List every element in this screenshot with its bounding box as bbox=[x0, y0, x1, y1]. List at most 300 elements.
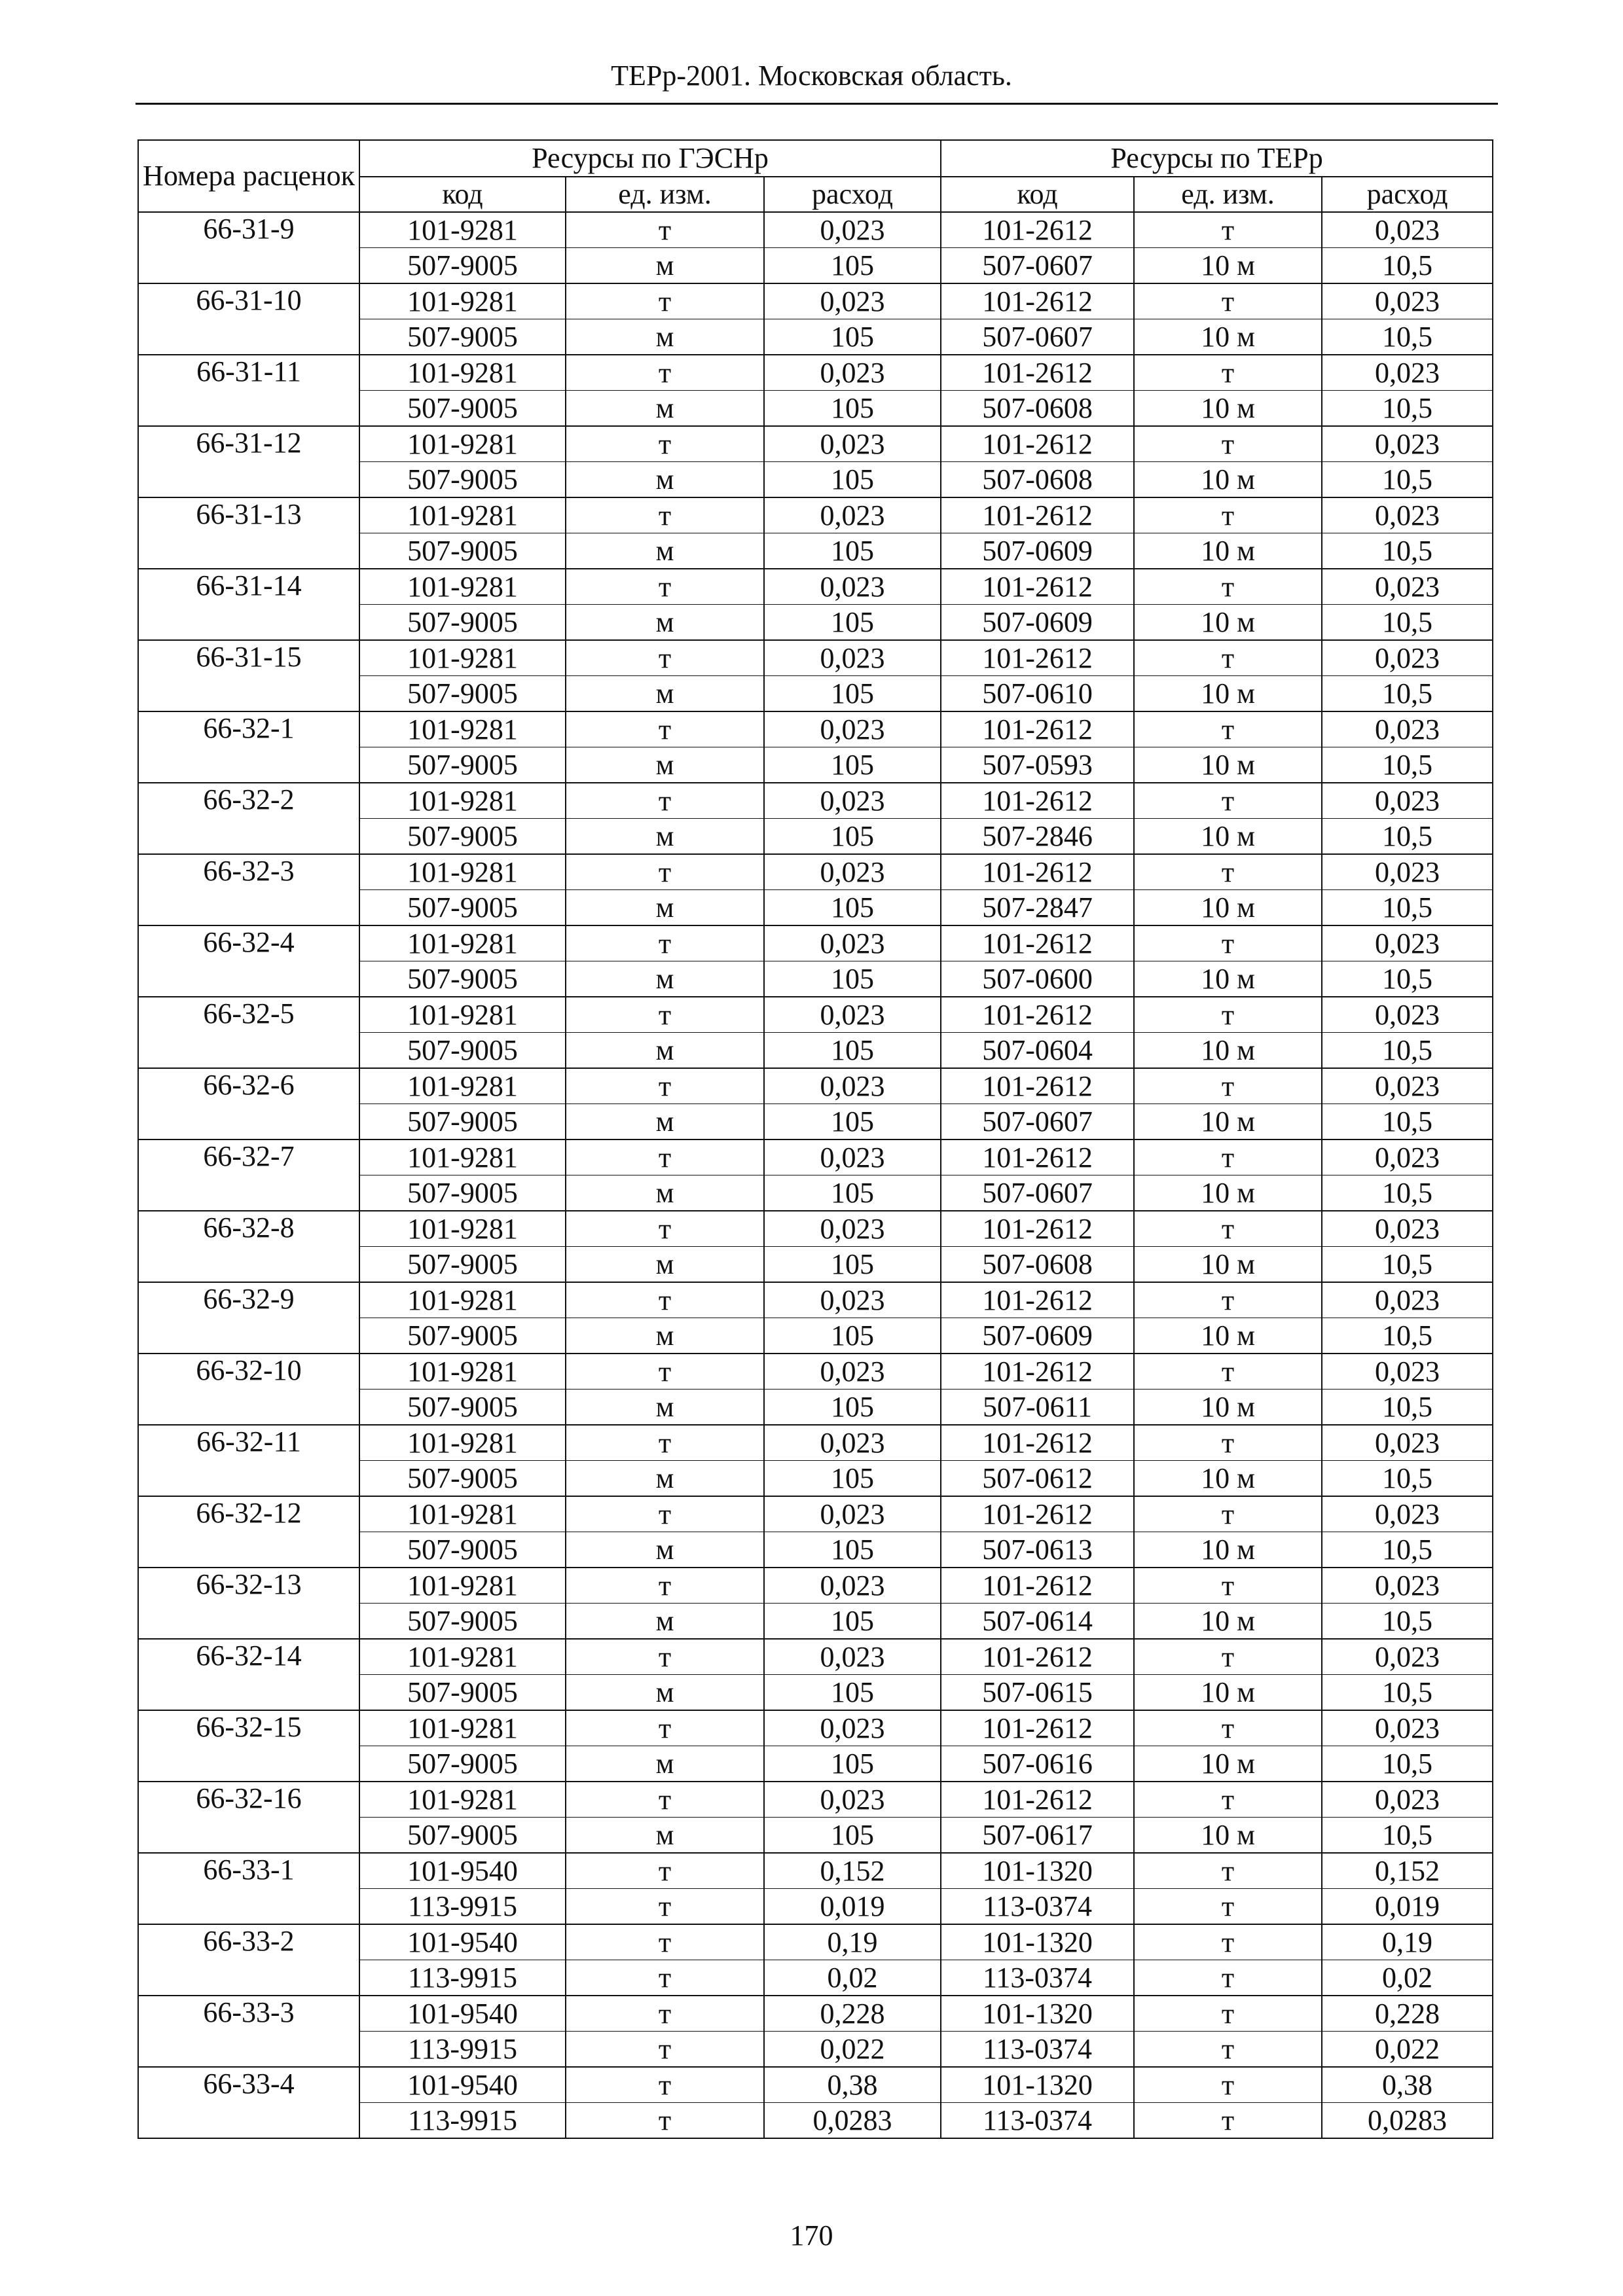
ter-unit-cell: 10 м bbox=[1134, 1104, 1322, 1140]
ter-consumption-cell: 10,5 bbox=[1322, 1318, 1493, 1354]
ter-unit-cell: т bbox=[1134, 2103, 1322, 2139]
gesn-unit-cell: м bbox=[566, 819, 764, 855]
ter-unit-cell: т bbox=[1134, 1211, 1322, 1247]
ter-unit-cell: т bbox=[1134, 1282, 1322, 1318]
gesn-consumption-cell: 105 bbox=[764, 533, 941, 569]
gesn-consumption-cell: 105 bbox=[764, 1818, 941, 1854]
page-number: 170 bbox=[790, 2219, 833, 2251]
gesn-unit-cell: т bbox=[566, 1568, 764, 1604]
ter-unit-cell: 10 м bbox=[1134, 391, 1322, 427]
gesn-unit-cell: м bbox=[566, 1461, 764, 1497]
ter-consumption-cell: 10,5 bbox=[1322, 1675, 1493, 1711]
gesn-unit-cell: м bbox=[566, 248, 764, 284]
gesn-unit-cell: м bbox=[566, 605, 764, 641]
ter-code-cell: 507-0611 bbox=[941, 1390, 1134, 1426]
ter-unit-cell: 10 м bbox=[1134, 605, 1322, 641]
gesn-unit-cell: т bbox=[566, 1425, 764, 1461]
ter-code-cell: 101-2612 bbox=[941, 212, 1134, 248]
ter-code-cell: 507-0613 bbox=[941, 1532, 1134, 1568]
gesn-consumption-cell: 0,022 bbox=[764, 2032, 941, 2068]
rate-number-cell: 66-32-6 bbox=[138, 1068, 359, 1139]
ter-unit-cell: 10 м bbox=[1134, 1461, 1322, 1497]
gesn-consumption-cell: 0,0283 bbox=[764, 2103, 941, 2139]
gesn-consumption-cell: 0,023 bbox=[764, 355, 941, 391]
ter-consumption-cell: 10,5 bbox=[1322, 248, 1493, 284]
ter-unit-cell: 10 м bbox=[1134, 533, 1322, 569]
header-gesn-consumption: расход bbox=[764, 177, 941, 212]
ter-consumption-cell: 0,023 bbox=[1322, 497, 1493, 533]
gesn-consumption-cell: 0,023 bbox=[764, 569, 941, 605]
rate-number-cell: 66-31-14 bbox=[138, 569, 359, 640]
rate-number-cell: 66-32-3 bbox=[138, 854, 359, 925]
ter-unit-cell: т bbox=[1134, 426, 1322, 462]
rate-number-cell: 66-31-9 bbox=[138, 212, 359, 283]
gesn-unit-cell: т bbox=[566, 1996, 764, 2032]
gesn-unit-cell: т bbox=[566, 1282, 764, 1318]
rate-number-cell: 66-31-15 bbox=[138, 640, 359, 711]
ter-consumption-cell: 10,5 bbox=[1322, 676, 1493, 712]
gesn-code-cell: 507-9005 bbox=[359, 1675, 566, 1711]
gesn-code-cell: 101-9281 bbox=[359, 1568, 566, 1604]
ter-consumption-cell: 0,228 bbox=[1322, 1996, 1493, 2032]
header-gesn-unit: ед. изм. bbox=[566, 177, 764, 212]
gesn-consumption-cell: 0,023 bbox=[764, 711, 941, 747]
ter-code-cell: 101-2612 bbox=[941, 1354, 1134, 1390]
ter-consumption-cell: 0,023 bbox=[1322, 283, 1493, 319]
table-row bbox=[138, 1068, 1493, 1104]
ter-consumption-cell: 10,5 bbox=[1322, 462, 1493, 498]
ter-code-cell: 507-0614 bbox=[941, 1604, 1134, 1640]
gesn-unit-cell: м bbox=[566, 1175, 764, 1211]
ter-consumption-cell: 0,023 bbox=[1322, 1639, 1493, 1675]
ter-unit-cell: т bbox=[1134, 497, 1322, 533]
ter-code-cell: 101-2612 bbox=[941, 640, 1134, 676]
gesn-unit-cell: т bbox=[566, 1639, 764, 1675]
gesn-consumption-cell: 105 bbox=[764, 1247, 941, 1283]
rate-number-cell: 66-32-10 bbox=[138, 1354, 359, 1425]
page-title: ТЕРр-2001. Московская область. bbox=[611, 60, 1012, 92]
ter-consumption-cell: 0,022 bbox=[1322, 2032, 1493, 2068]
gesn-code-cell: 101-9281 bbox=[359, 1710, 566, 1746]
gesn-consumption-cell: 0,023 bbox=[764, 1425, 941, 1461]
header-rule bbox=[136, 103, 1498, 105]
ter-code-cell: 113-0374 bbox=[941, 1889, 1134, 1925]
ter-code-cell: 101-1320 bbox=[941, 2067, 1134, 2103]
gesn-unit-cell: т bbox=[566, 569, 764, 605]
gesn-code-cell: 101-9281 bbox=[359, 1496, 566, 1532]
ter-unit-cell: 10 м bbox=[1134, 1175, 1322, 1211]
rate-number-cell: 66-32-1 bbox=[138, 711, 359, 783]
ter-unit-cell: т bbox=[1134, 283, 1322, 319]
rate-number-cell: 66-32-16 bbox=[138, 1782, 359, 1853]
gesn-consumption-cell: 105 bbox=[764, 1390, 941, 1426]
gesn-code-cell: 101-9281 bbox=[359, 925, 566, 961]
ter-unit-cell: т bbox=[1134, 569, 1322, 605]
gesn-unit-cell: м bbox=[566, 890, 764, 926]
ter-consumption-cell: 10,5 bbox=[1322, 747, 1493, 783]
gesn-code-cell: 101-9540 bbox=[359, 2067, 566, 2103]
gesn-code-cell: 507-9005 bbox=[359, 890, 566, 926]
gesn-code-cell: 101-9281 bbox=[359, 1425, 566, 1461]
ter-unit-cell: т bbox=[1134, 1568, 1322, 1604]
ter-code-cell: 101-2612 bbox=[941, 1282, 1134, 1318]
gesn-code-cell: 101-9281 bbox=[359, 783, 566, 819]
ter-code-cell: 113-0374 bbox=[941, 2103, 1134, 2139]
gesn-unit-cell: м bbox=[566, 676, 764, 712]
ter-unit-cell: т bbox=[1134, 997, 1322, 1033]
ter-code-cell: 101-1320 bbox=[941, 1853, 1134, 1889]
table-row bbox=[138, 925, 1493, 961]
gesn-code-cell: 507-9005 bbox=[359, 391, 566, 427]
ter-consumption-cell: 10,5 bbox=[1322, 1746, 1493, 1782]
ter-unit-cell: т bbox=[1134, 783, 1322, 819]
ter-code-cell: 507-0593 bbox=[941, 747, 1134, 783]
table-row bbox=[138, 1496, 1493, 1532]
gesn-consumption-cell: 105 bbox=[764, 391, 941, 427]
gesn-code-cell: 507-9005 bbox=[359, 747, 566, 783]
ter-code-cell: 507-0604 bbox=[941, 1033, 1134, 1069]
gesn-consumption-cell: 0,023 bbox=[764, 783, 941, 819]
gesn-code-cell: 507-9005 bbox=[359, 1746, 566, 1782]
gesn-unit-cell: т bbox=[566, 1782, 764, 1818]
gesn-consumption-cell: 105 bbox=[764, 1461, 941, 1497]
gesn-consumption-cell: 105 bbox=[764, 1318, 941, 1354]
gesn-code-cell: 507-9005 bbox=[359, 605, 566, 641]
gesn-unit-cell: м bbox=[566, 1390, 764, 1426]
gesn-code-cell: 101-9540 bbox=[359, 1924, 566, 1960]
rate-number-cell: 66-32-15 bbox=[138, 1710, 359, 1782]
ter-consumption-cell: 0,023 bbox=[1322, 1425, 1493, 1461]
gesn-unit-cell: т bbox=[566, 640, 764, 676]
gesn-code-cell: 113-9915 bbox=[359, 2103, 566, 2139]
rate-number-cell: 66-31-12 bbox=[138, 426, 359, 497]
rate-number-cell: 66-31-11 bbox=[138, 355, 359, 426]
gesn-unit-cell: т bbox=[566, 1139, 764, 1175]
ter-code-cell: 101-2612 bbox=[941, 854, 1134, 890]
gesn-unit-cell: т bbox=[566, 2103, 764, 2139]
gesn-unit-cell: т bbox=[566, 355, 764, 391]
ter-code-cell: 101-1320 bbox=[941, 1924, 1134, 1960]
header-rate-numbers: Номера расценок bbox=[138, 140, 359, 212]
gesn-unit-cell: т bbox=[566, 2067, 764, 2103]
ter-code-cell: 101-2612 bbox=[941, 1496, 1134, 1532]
gesn-consumption-cell: 0,023 bbox=[764, 1710, 941, 1746]
gesn-unit-cell: м bbox=[566, 1532, 764, 1568]
ter-unit-cell: т bbox=[1134, 1425, 1322, 1461]
ter-unit-cell: т bbox=[1134, 212, 1322, 248]
ter-code-cell: 507-0615 bbox=[941, 1675, 1134, 1711]
table-row bbox=[138, 1211, 1493, 1247]
rate-number-cell: 66-32-7 bbox=[138, 1139, 359, 1211]
gesn-unit-cell: м bbox=[566, 1818, 764, 1854]
rate-number-cell: 66-33-3 bbox=[138, 1996, 359, 2067]
ter-code-cell: 101-2612 bbox=[941, 1068, 1134, 1104]
ter-unit-cell: 10 м bbox=[1134, 462, 1322, 498]
gesn-consumption-cell: 105 bbox=[764, 248, 941, 284]
table-row bbox=[138, 1924, 1493, 1960]
gesn-unit-cell: т bbox=[566, 1889, 764, 1925]
ter-consumption-cell: 0,023 bbox=[1322, 569, 1493, 605]
gesn-code-cell: 113-9915 bbox=[359, 2032, 566, 2068]
ter-unit-cell: т bbox=[1134, 1139, 1322, 1175]
table-row bbox=[138, 783, 1493, 819]
gesn-code-cell: 507-9005 bbox=[359, 961, 566, 997]
table-row bbox=[138, 283, 1493, 319]
gesn-code-cell: 101-9281 bbox=[359, 1782, 566, 1818]
ter-code-cell: 101-2612 bbox=[941, 569, 1134, 605]
ter-code-cell: 507-0607 bbox=[941, 1104, 1134, 1140]
gesn-consumption-cell: 0,023 bbox=[764, 1211, 941, 1247]
header-gesn-code: код bbox=[359, 177, 566, 212]
gesn-consumption-cell: 105 bbox=[764, 1604, 941, 1640]
ter-consumption-cell: 10,5 bbox=[1322, 533, 1493, 569]
rate-number-cell: 66-32-13 bbox=[138, 1568, 359, 1639]
table-row bbox=[138, 355, 1493, 391]
ter-code-cell: 101-2612 bbox=[941, 711, 1134, 747]
gesn-consumption-cell: 105 bbox=[764, 605, 941, 641]
ter-consumption-cell: 0,019 bbox=[1322, 1889, 1493, 1925]
ter-code-cell: 101-2612 bbox=[941, 426, 1134, 462]
ter-unit-cell: т bbox=[1134, 640, 1322, 676]
ter-unit-cell: 10 м bbox=[1134, 319, 1322, 355]
gesn-unit-cell: м bbox=[566, 747, 764, 783]
gesn-code-cell: 507-9005 bbox=[359, 1247, 566, 1283]
ter-unit-cell: 10 м bbox=[1134, 961, 1322, 997]
gesn-unit-cell: м bbox=[566, 1104, 764, 1140]
ter-consumption-cell: 0,023 bbox=[1322, 1354, 1493, 1390]
gesn-consumption-cell: 105 bbox=[764, 1746, 941, 1782]
gesn-code-cell: 101-9281 bbox=[359, 426, 566, 462]
gesn-unit-cell: м bbox=[566, 1033, 764, 1069]
ter-unit-cell: 10 м bbox=[1134, 890, 1322, 926]
ter-code-cell: 101-2612 bbox=[941, 1710, 1134, 1746]
ter-code-cell: 507-2846 bbox=[941, 819, 1134, 855]
ter-code-cell: 507-0607 bbox=[941, 1175, 1134, 1211]
ter-unit-cell: т bbox=[1134, 925, 1322, 961]
table-row bbox=[138, 212, 1493, 248]
header-gesn-resources: Ресурсы по ГЭСНр bbox=[359, 140, 941, 177]
gesn-consumption-cell: 0,023 bbox=[764, 1068, 941, 1104]
ter-consumption-cell: 0,023 bbox=[1322, 1710, 1493, 1746]
ter-consumption-cell: 0,19 bbox=[1322, 1924, 1493, 1960]
table-row bbox=[138, 1139, 1493, 1175]
gesn-unit-cell: м bbox=[566, 1675, 764, 1711]
ter-consumption-cell: 0,023 bbox=[1322, 1211, 1493, 1247]
ter-consumption-cell: 0,023 bbox=[1322, 997, 1493, 1033]
ter-code-cell: 101-2612 bbox=[941, 997, 1134, 1033]
gesn-unit-cell: т bbox=[566, 1354, 764, 1390]
ter-consumption-cell: 0,38 bbox=[1322, 2067, 1493, 2103]
gesn-code-cell: 113-9915 bbox=[359, 1889, 566, 1925]
gesn-consumption-cell: 0,023 bbox=[764, 925, 941, 961]
gesn-consumption-cell: 0,02 bbox=[764, 1960, 941, 1996]
ter-consumption-cell: 10,5 bbox=[1322, 319, 1493, 355]
ter-consumption-cell: 0,023 bbox=[1322, 355, 1493, 391]
table-row bbox=[138, 997, 1493, 1033]
rate-number-cell: 66-32-8 bbox=[138, 1211, 359, 1282]
ter-code-cell: 101-2612 bbox=[941, 497, 1134, 533]
rate-number-cell: 66-32-2 bbox=[138, 783, 359, 854]
gesn-unit-cell: м bbox=[566, 1604, 764, 1640]
ter-code-cell: 507-2847 bbox=[941, 890, 1134, 926]
gesn-unit-cell: м bbox=[566, 1247, 764, 1283]
ter-consumption-cell: 10,5 bbox=[1322, 605, 1493, 641]
ter-consumption-cell: 0,023 bbox=[1322, 426, 1493, 462]
ter-unit-cell: т bbox=[1134, 2032, 1322, 2068]
gesn-code-cell: 101-9540 bbox=[359, 1996, 566, 2032]
ter-unit-cell: 10 м bbox=[1134, 1532, 1322, 1568]
table-row bbox=[138, 569, 1493, 605]
rate-number-cell: 66-32-12 bbox=[138, 1496, 359, 1568]
ter-unit-cell: т bbox=[1134, 1354, 1322, 1390]
ter-unit-cell: т bbox=[1134, 1710, 1322, 1746]
ter-unit-cell: т bbox=[1134, 355, 1322, 391]
ter-unit-cell: 10 м bbox=[1134, 747, 1322, 783]
ter-code-cell: 101-2612 bbox=[941, 1782, 1134, 1818]
ter-unit-cell: 10 м bbox=[1134, 819, 1322, 855]
gesn-unit-cell: т bbox=[566, 1924, 764, 1960]
table-row bbox=[138, 1853, 1493, 1889]
gesn-code-cell: 507-9005 bbox=[359, 1532, 566, 1568]
gesn-code-cell: 101-9281 bbox=[359, 569, 566, 605]
gesn-code-cell: 101-9281 bbox=[359, 355, 566, 391]
ter-code-cell: 507-0609 bbox=[941, 1318, 1134, 1354]
ter-code-cell: 101-2612 bbox=[941, 1211, 1134, 1247]
gesn-unit-cell: м bbox=[566, 1746, 764, 1782]
table-row bbox=[138, 1568, 1493, 1604]
table-row bbox=[138, 711, 1493, 747]
table-row bbox=[138, 854, 1493, 890]
ter-consumption-cell: 0,023 bbox=[1322, 1282, 1493, 1318]
ter-code-cell: 507-0608 bbox=[941, 462, 1134, 498]
ter-unit-cell: т bbox=[1134, 1889, 1322, 1925]
ter-unit-cell: т bbox=[1134, 1782, 1322, 1818]
ter-unit-cell: т bbox=[1134, 1639, 1322, 1675]
gesn-consumption-cell: 0,023 bbox=[764, 1354, 941, 1390]
rates-body bbox=[138, 212, 1493, 2138]
table-row bbox=[138, 1354, 1493, 1390]
rate-number-cell: 66-33-2 bbox=[138, 1924, 359, 1996]
gesn-unit-cell: м bbox=[566, 1318, 764, 1354]
ter-unit-cell: 10 м bbox=[1134, 676, 1322, 712]
gesn-consumption-cell: 0,023 bbox=[764, 1568, 941, 1604]
ter-code-cell: 101-1320 bbox=[941, 1996, 1134, 2032]
ter-consumption-cell: 0,0283 bbox=[1322, 2103, 1493, 2139]
ter-consumption-cell: 0,023 bbox=[1322, 854, 1493, 890]
table-row bbox=[138, 1639, 1493, 1675]
ter-consumption-cell: 10,5 bbox=[1322, 1532, 1493, 1568]
ter-code-cell: 101-2612 bbox=[941, 355, 1134, 391]
ter-unit-cell: 10 м bbox=[1134, 1818, 1322, 1854]
ter-consumption-cell: 10,5 bbox=[1322, 1461, 1493, 1497]
gesn-code-cell: 101-9540 bbox=[359, 1853, 566, 1889]
ter-code-cell: 101-2612 bbox=[941, 1425, 1134, 1461]
ter-consumption-cell: 0,023 bbox=[1322, 212, 1493, 248]
ter-consumption-cell: 0,023 bbox=[1322, 1782, 1493, 1818]
gesn-code-cell: 101-9281 bbox=[359, 1639, 566, 1675]
rate-number-cell: 66-32-14 bbox=[138, 1639, 359, 1710]
gesn-code-cell: 507-9005 bbox=[359, 1318, 566, 1354]
gesn-consumption-cell: 105 bbox=[764, 819, 941, 855]
ter-consumption-cell: 0,023 bbox=[1322, 1568, 1493, 1604]
ter-consumption-cell: 10,5 bbox=[1322, 961, 1493, 997]
ter-code-cell: 507-0617 bbox=[941, 1818, 1134, 1854]
gesn-code-cell: 507-9005 bbox=[359, 819, 566, 855]
ter-consumption-cell: 0,02 bbox=[1322, 1960, 1493, 1996]
ter-consumption-cell: 10,5 bbox=[1322, 1104, 1493, 1140]
ter-code-cell: 507-0609 bbox=[941, 605, 1134, 641]
gesn-unit-cell: т bbox=[566, 1211, 764, 1247]
ter-consumption-cell: 0,023 bbox=[1322, 711, 1493, 747]
ter-unit-cell: 10 м bbox=[1134, 1033, 1322, 1069]
gesn-unit-cell: т bbox=[566, 854, 764, 890]
ter-consumption-cell: 0,023 bbox=[1322, 783, 1493, 819]
table-row bbox=[138, 1710, 1493, 1746]
ter-code-cell: 507-0600 bbox=[941, 961, 1134, 997]
ter-code-cell: 101-2612 bbox=[941, 283, 1134, 319]
gesn-consumption-cell: 0,023 bbox=[764, 283, 941, 319]
rate-number-cell: 66-31-13 bbox=[138, 497, 359, 569]
table-row bbox=[138, 1782, 1493, 1818]
ter-code-cell: 101-2612 bbox=[941, 783, 1134, 819]
table-row bbox=[138, 426, 1493, 462]
ter-unit-cell: т bbox=[1134, 1496, 1322, 1532]
ter-unit-cell: т bbox=[1134, 1924, 1322, 1960]
gesn-code-cell: 101-9281 bbox=[359, 1068, 566, 1104]
ter-consumption-cell: 10,5 bbox=[1322, 1604, 1493, 1640]
ter-code-cell: 507-0607 bbox=[941, 248, 1134, 284]
gesn-code-cell: 507-9005 bbox=[359, 676, 566, 712]
gesn-unit-cell: т bbox=[566, 212, 764, 248]
ter-consumption-cell: 10,5 bbox=[1322, 819, 1493, 855]
gesn-consumption-cell: 0,38 bbox=[764, 2067, 941, 2103]
gesn-unit-cell: т bbox=[566, 1496, 764, 1532]
ter-unit-cell: 10 м bbox=[1134, 1318, 1322, 1354]
gesn-unit-cell: м bbox=[566, 533, 764, 569]
gesn-unit-cell: т bbox=[566, 997, 764, 1033]
gesn-code-cell: 101-9281 bbox=[359, 212, 566, 248]
gesn-code-cell: 101-9281 bbox=[359, 711, 566, 747]
rate-number-cell: 66-32-4 bbox=[138, 925, 359, 997]
ter-consumption-cell: 0,023 bbox=[1322, 1139, 1493, 1175]
gesn-consumption-cell: 0,023 bbox=[764, 212, 941, 248]
gesn-unit-cell: т bbox=[566, 426, 764, 462]
gesn-consumption-cell: 105 bbox=[764, 462, 941, 498]
ter-code-cell: 113-0374 bbox=[941, 1960, 1134, 1996]
ter-unit-cell: 10 м bbox=[1134, 1247, 1322, 1283]
ter-code-cell: 507-0610 bbox=[941, 676, 1134, 712]
gesn-unit-cell: м bbox=[566, 391, 764, 427]
ter-code-cell: 507-0608 bbox=[941, 391, 1134, 427]
gesn-consumption-cell: 105 bbox=[764, 1675, 941, 1711]
gesn-code-cell: 101-9281 bbox=[359, 283, 566, 319]
header-ter-resources: Ресурсы по ТЕРр bbox=[941, 140, 1493, 177]
ter-unit-cell: 10 м bbox=[1134, 1390, 1322, 1426]
ter-consumption-cell: 0,023 bbox=[1322, 1496, 1493, 1532]
gesn-consumption-cell: 0,228 bbox=[764, 1996, 941, 2032]
table-row bbox=[138, 640, 1493, 676]
ter-consumption-cell: 0,152 bbox=[1322, 1853, 1493, 1889]
gesn-code-cell: 101-9281 bbox=[359, 1354, 566, 1390]
gesn-code-cell: 507-9005 bbox=[359, 319, 566, 355]
gesn-code-cell: 101-9281 bbox=[359, 854, 566, 890]
gesn-unit-cell: т bbox=[566, 1960, 764, 1996]
gesn-consumption-cell: 0,023 bbox=[764, 997, 941, 1033]
ter-consumption-cell: 10,5 bbox=[1322, 1818, 1493, 1854]
gesn-code-cell: 101-9281 bbox=[359, 997, 566, 1033]
ter-unit-cell: 10 м bbox=[1134, 1604, 1322, 1640]
ter-consumption-cell: 10,5 bbox=[1322, 890, 1493, 926]
